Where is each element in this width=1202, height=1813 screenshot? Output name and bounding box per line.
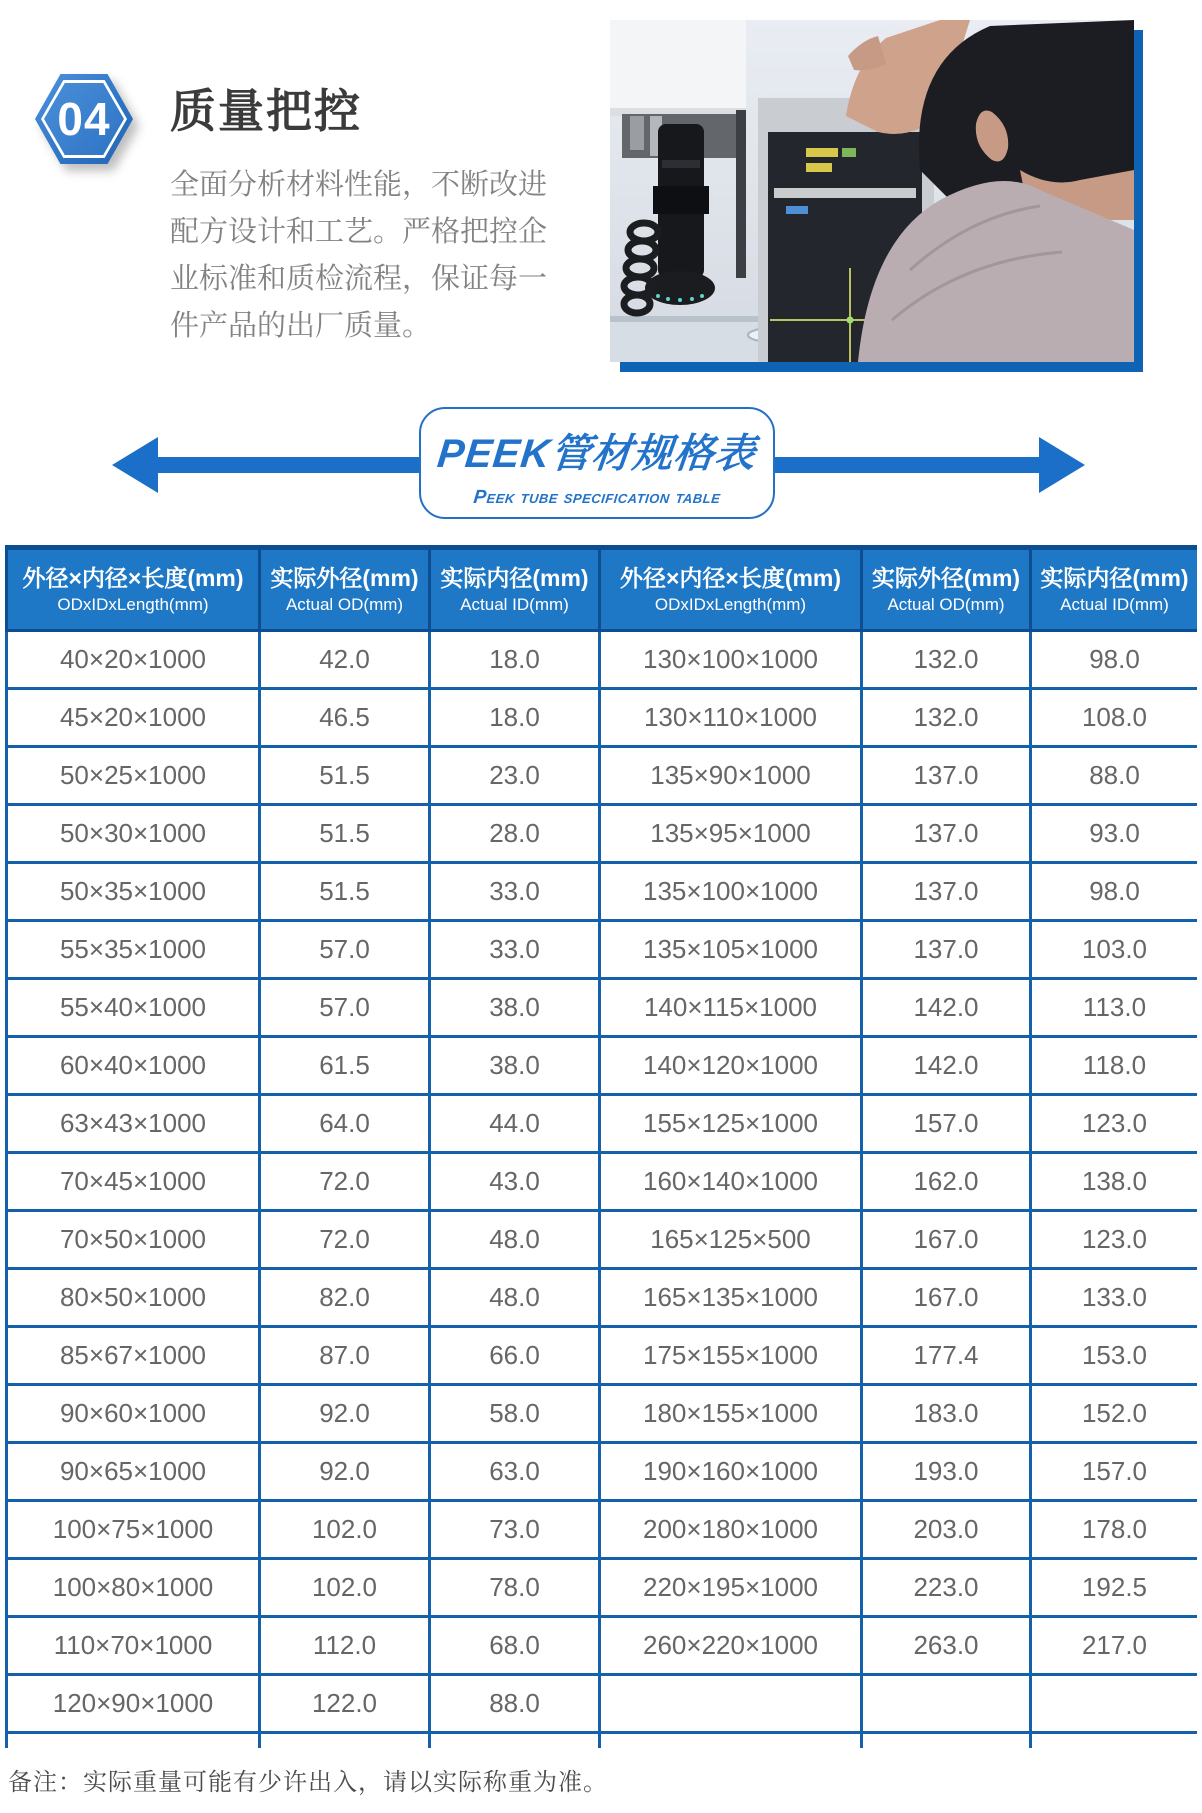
table-cell: 80×50×1000 [7, 1269, 260, 1327]
table-subtitle: Peek tube specification table [472, 487, 722, 508]
table-cell: 138.0 [1031, 1153, 1198, 1211]
table-cell: 46.5 [260, 689, 430, 747]
table-body [7, 631, 1198, 1749]
table-row [7, 921, 1198, 979]
table-cell [600, 1733, 862, 1749]
table-cell: 193.0 [862, 1443, 1031, 1501]
table-cell: 92.0 [260, 1443, 430, 1501]
table-cell: 57.0 [260, 921, 430, 979]
table-cell: 72.0 [260, 1153, 430, 1211]
table-cell: 123.0 [1031, 1095, 1198, 1153]
table-cell: 118.0 [1031, 1037, 1198, 1095]
table-cell: 177.4 [862, 1327, 1031, 1385]
table-cell: 63.0 [430, 1443, 600, 1501]
table-cell: 165×135×1000 [600, 1269, 862, 1327]
header-label-en: Actual ID(mm) [460, 594, 569, 614]
table-row [7, 1153, 1198, 1211]
section-description: 全面分析材料性能，不断改进配方设计和工艺。严格把控企业标准和质检流程，保证每一件产品的出厂质量。 [170, 169, 548, 342]
table-cell: 61.5 [260, 1037, 430, 1095]
table-cell: 142.0 [862, 1037, 1031, 1095]
table-cell: 135×100×1000 [600, 863, 862, 921]
table-cell: 137.0 [862, 921, 1031, 979]
table-cell: 50×35×1000 [7, 863, 260, 921]
table-cell: 135×90×1000 [600, 747, 862, 805]
inspection-scene-illustration [610, 20, 1134, 362]
table-cell: 260×220×1000 [600, 1617, 862, 1675]
table-cell: 66.0 [430, 1327, 600, 1385]
table-cell: 90×60×1000 [7, 1385, 260, 1443]
table-cell: 155×125×1000 [600, 1095, 862, 1153]
table-cell: 137.0 [862, 747, 1031, 805]
table-row [7, 1443, 1198, 1501]
table-cell: 108.0 [1031, 689, 1198, 747]
table-cell [7, 1733, 260, 1749]
section-number-badge [35, 74, 133, 164]
table-cell: 33.0 [430, 921, 600, 979]
table-cell: 98.0 [1031, 863, 1198, 921]
table-cell: 18.0 [430, 689, 600, 747]
table-cell: 112.0 [260, 1617, 430, 1675]
table-cell: 42.0 [260, 631, 430, 689]
table-cell: 68.0 [430, 1617, 600, 1675]
table-cell: 142.0 [862, 979, 1031, 1037]
table-cell [260, 1733, 430, 1749]
table-cell: 132.0 [862, 631, 1031, 689]
table-row [7, 1617, 1198, 1675]
table-cell: 103.0 [1031, 921, 1198, 979]
header-label-en: Actual OD(mm) [887, 594, 1005, 614]
table-row [7, 1037, 1198, 1095]
table-cell: 55×40×1000 [7, 979, 260, 1037]
table-cell: 217.0 [1031, 1617, 1198, 1675]
table-cell: 140×115×1000 [600, 979, 862, 1037]
table-cell: 18.0 [430, 631, 600, 689]
table-cell: 70×45×1000 [7, 1153, 260, 1211]
header-label-cn: 实际外径(mm) [270, 564, 419, 591]
table-cell: 88.0 [430, 1675, 600, 1733]
header-label-en: Actual OD(mm) [285, 594, 404, 614]
table-cell: 57.0 [260, 979, 430, 1037]
table-cell: 78.0 [430, 1559, 600, 1617]
table-cell: 137.0 [862, 863, 1031, 921]
table-row [7, 1269, 1198, 1327]
table-cell: 152.0 [1031, 1385, 1198, 1443]
table-cell: 137.0 [862, 805, 1031, 863]
table-cell: 135×105×1000 [600, 921, 862, 979]
table-cell: 100×80×1000 [7, 1559, 260, 1617]
table-row [7, 1327, 1198, 1385]
table-cell: 87.0 [260, 1327, 430, 1385]
table-cell: 38.0 [430, 1037, 600, 1095]
table-cell: 130×110×1000 [600, 689, 862, 747]
table-cell: 102.0 [260, 1501, 430, 1559]
table-row [7, 1211, 1198, 1269]
header-label-en: Actual ID(mm) [1060, 594, 1169, 614]
table-cell: 64.0 [260, 1095, 430, 1153]
header-label-cn: 外径×内径×长度(mm) [22, 564, 244, 591]
table-cell: 44.0 [430, 1095, 600, 1153]
quality-inspection-photo [610, 20, 1134, 362]
header-label-en: ODxIDxLength(mm) [57, 594, 209, 614]
spec-table-container [5, 545, 1197, 1748]
table-cell: 28.0 [430, 805, 600, 863]
table-cell: 220×195×1000 [600, 1559, 862, 1617]
table-cell: 55×35×1000 [7, 921, 260, 979]
table-cell: 167.0 [862, 1211, 1031, 1269]
table-cell: 110×70×1000 [7, 1617, 260, 1675]
table-row [7, 689, 1198, 747]
table-cell: 48.0 [430, 1269, 600, 1327]
header-label-cn: 实际外径(mm) [871, 564, 1021, 591]
table-cell: 50×25×1000 [7, 747, 260, 805]
table-cell [1031, 1733, 1198, 1749]
table-cell: 98.0 [1031, 631, 1198, 689]
table-cell: 113.0 [1031, 979, 1198, 1037]
table-row [7, 747, 1198, 805]
table-cell: 153.0 [1031, 1327, 1198, 1385]
table-row [7, 1733, 1198, 1749]
table-cell: 88.0 [1031, 747, 1198, 805]
header-cell-od-right [862, 548, 1031, 631]
table-cell: 122.0 [260, 1675, 430, 1733]
table-cell: 157.0 [862, 1095, 1031, 1153]
section-number: 04 [57, 93, 111, 145]
table-cell: 51.5 [260, 863, 430, 921]
table-row [7, 805, 1198, 863]
table-row [7, 631, 1198, 689]
table-row [7, 863, 1198, 921]
table-cell: 140×120×1000 [600, 1037, 862, 1095]
table-cell: 130×100×1000 [600, 631, 862, 689]
header-label-cn: 外径×内径×长度(mm) [619, 564, 842, 591]
table-row [7, 979, 1198, 1037]
table-cell: 178.0 [1031, 1501, 1198, 1559]
header-label-en: ODxIDxLength(mm) [654, 594, 807, 614]
table-cell: 92.0 [260, 1385, 430, 1443]
table-cell: 123.0 [1031, 1211, 1198, 1269]
table-cell: 48.0 [430, 1211, 600, 1269]
table-cell: 100×75×1000 [7, 1501, 260, 1559]
table-cell: 63×43×1000 [7, 1095, 260, 1153]
header-cell-spec-left [7, 548, 260, 631]
table-row [7, 1675, 1198, 1733]
table-cell: 162.0 [862, 1153, 1031, 1211]
table-cell: 180×155×1000 [600, 1385, 862, 1443]
table-cell: 85×67×1000 [7, 1327, 260, 1385]
table-cell: 23.0 [430, 747, 600, 805]
table-row [7, 1559, 1198, 1617]
table-cell: 120×90×1000 [7, 1675, 260, 1733]
table-row [7, 1501, 1198, 1559]
table-cell: 160×140×1000 [600, 1153, 862, 1211]
table-cell: 38.0 [430, 979, 600, 1037]
table-cell: 190×160×1000 [600, 1443, 862, 1501]
table-cell: 51.5 [260, 805, 430, 863]
table-cell: 51.5 [260, 747, 430, 805]
header-cell-od-left [260, 548, 430, 631]
table-row [7, 1385, 1198, 1443]
table-cell: 73.0 [430, 1501, 600, 1559]
header-cell-spec-right [600, 548, 862, 631]
table-cell: 33.0 [430, 863, 600, 921]
header-label-cn: 实际内径(mm) [1040, 564, 1189, 591]
table-cell: 192.5 [1031, 1559, 1198, 1617]
header-label-cn: 实际内径(mm) [440, 564, 589, 591]
footnote: 备注：实际重量可能有少许出入，请以实际称重为准。 [8, 1769, 608, 1796]
header-row [7, 548, 1198, 631]
table-row [7, 1095, 1198, 1153]
header-cell-id-left [430, 548, 600, 631]
table-cell: 263.0 [862, 1617, 1031, 1675]
table-cell: 58.0 [430, 1385, 600, 1443]
table-cell: 165×125×500 [600, 1211, 862, 1269]
spec-table [5, 545, 1197, 1748]
table-cell: 200×180×1000 [600, 1501, 862, 1559]
table-cell: 70×50×1000 [7, 1211, 260, 1269]
table-cell: 203.0 [862, 1501, 1031, 1559]
table-cell [862, 1733, 1031, 1749]
table-cell: 90×65×1000 [7, 1443, 260, 1501]
table-cell: 72.0 [260, 1211, 430, 1269]
section-title: 质量把控 [170, 85, 362, 137]
table-cell: 183.0 [862, 1385, 1031, 1443]
header-cell-id-right [1031, 548, 1198, 631]
table-cell: 175×155×1000 [600, 1327, 862, 1385]
table-cell: 157.0 [1031, 1443, 1198, 1501]
table-title-banner [419, 407, 775, 519]
table-cell: 50×30×1000 [7, 805, 260, 863]
table-cell [430, 1733, 600, 1749]
table-cell [1031, 1675, 1198, 1733]
table-title: PEEK管材规格表 [435, 432, 758, 476]
table-cell: 135×95×1000 [600, 805, 862, 863]
table-cell: 40×20×1000 [7, 631, 260, 689]
table-cell [600, 1675, 862, 1733]
table-cell: 167.0 [862, 1269, 1031, 1327]
table-cell: 93.0 [1031, 805, 1198, 863]
table-cell: 45×20×1000 [7, 689, 260, 747]
table-cell [862, 1675, 1031, 1733]
table-cell: 133.0 [1031, 1269, 1198, 1327]
table-cell: 102.0 [260, 1559, 430, 1617]
table-cell: 132.0 [862, 689, 1031, 747]
table-cell: 43.0 [430, 1153, 600, 1211]
table-cell: 223.0 [862, 1559, 1031, 1617]
table-cell: 60×40×1000 [7, 1037, 260, 1095]
table-cell: 82.0 [260, 1269, 430, 1327]
